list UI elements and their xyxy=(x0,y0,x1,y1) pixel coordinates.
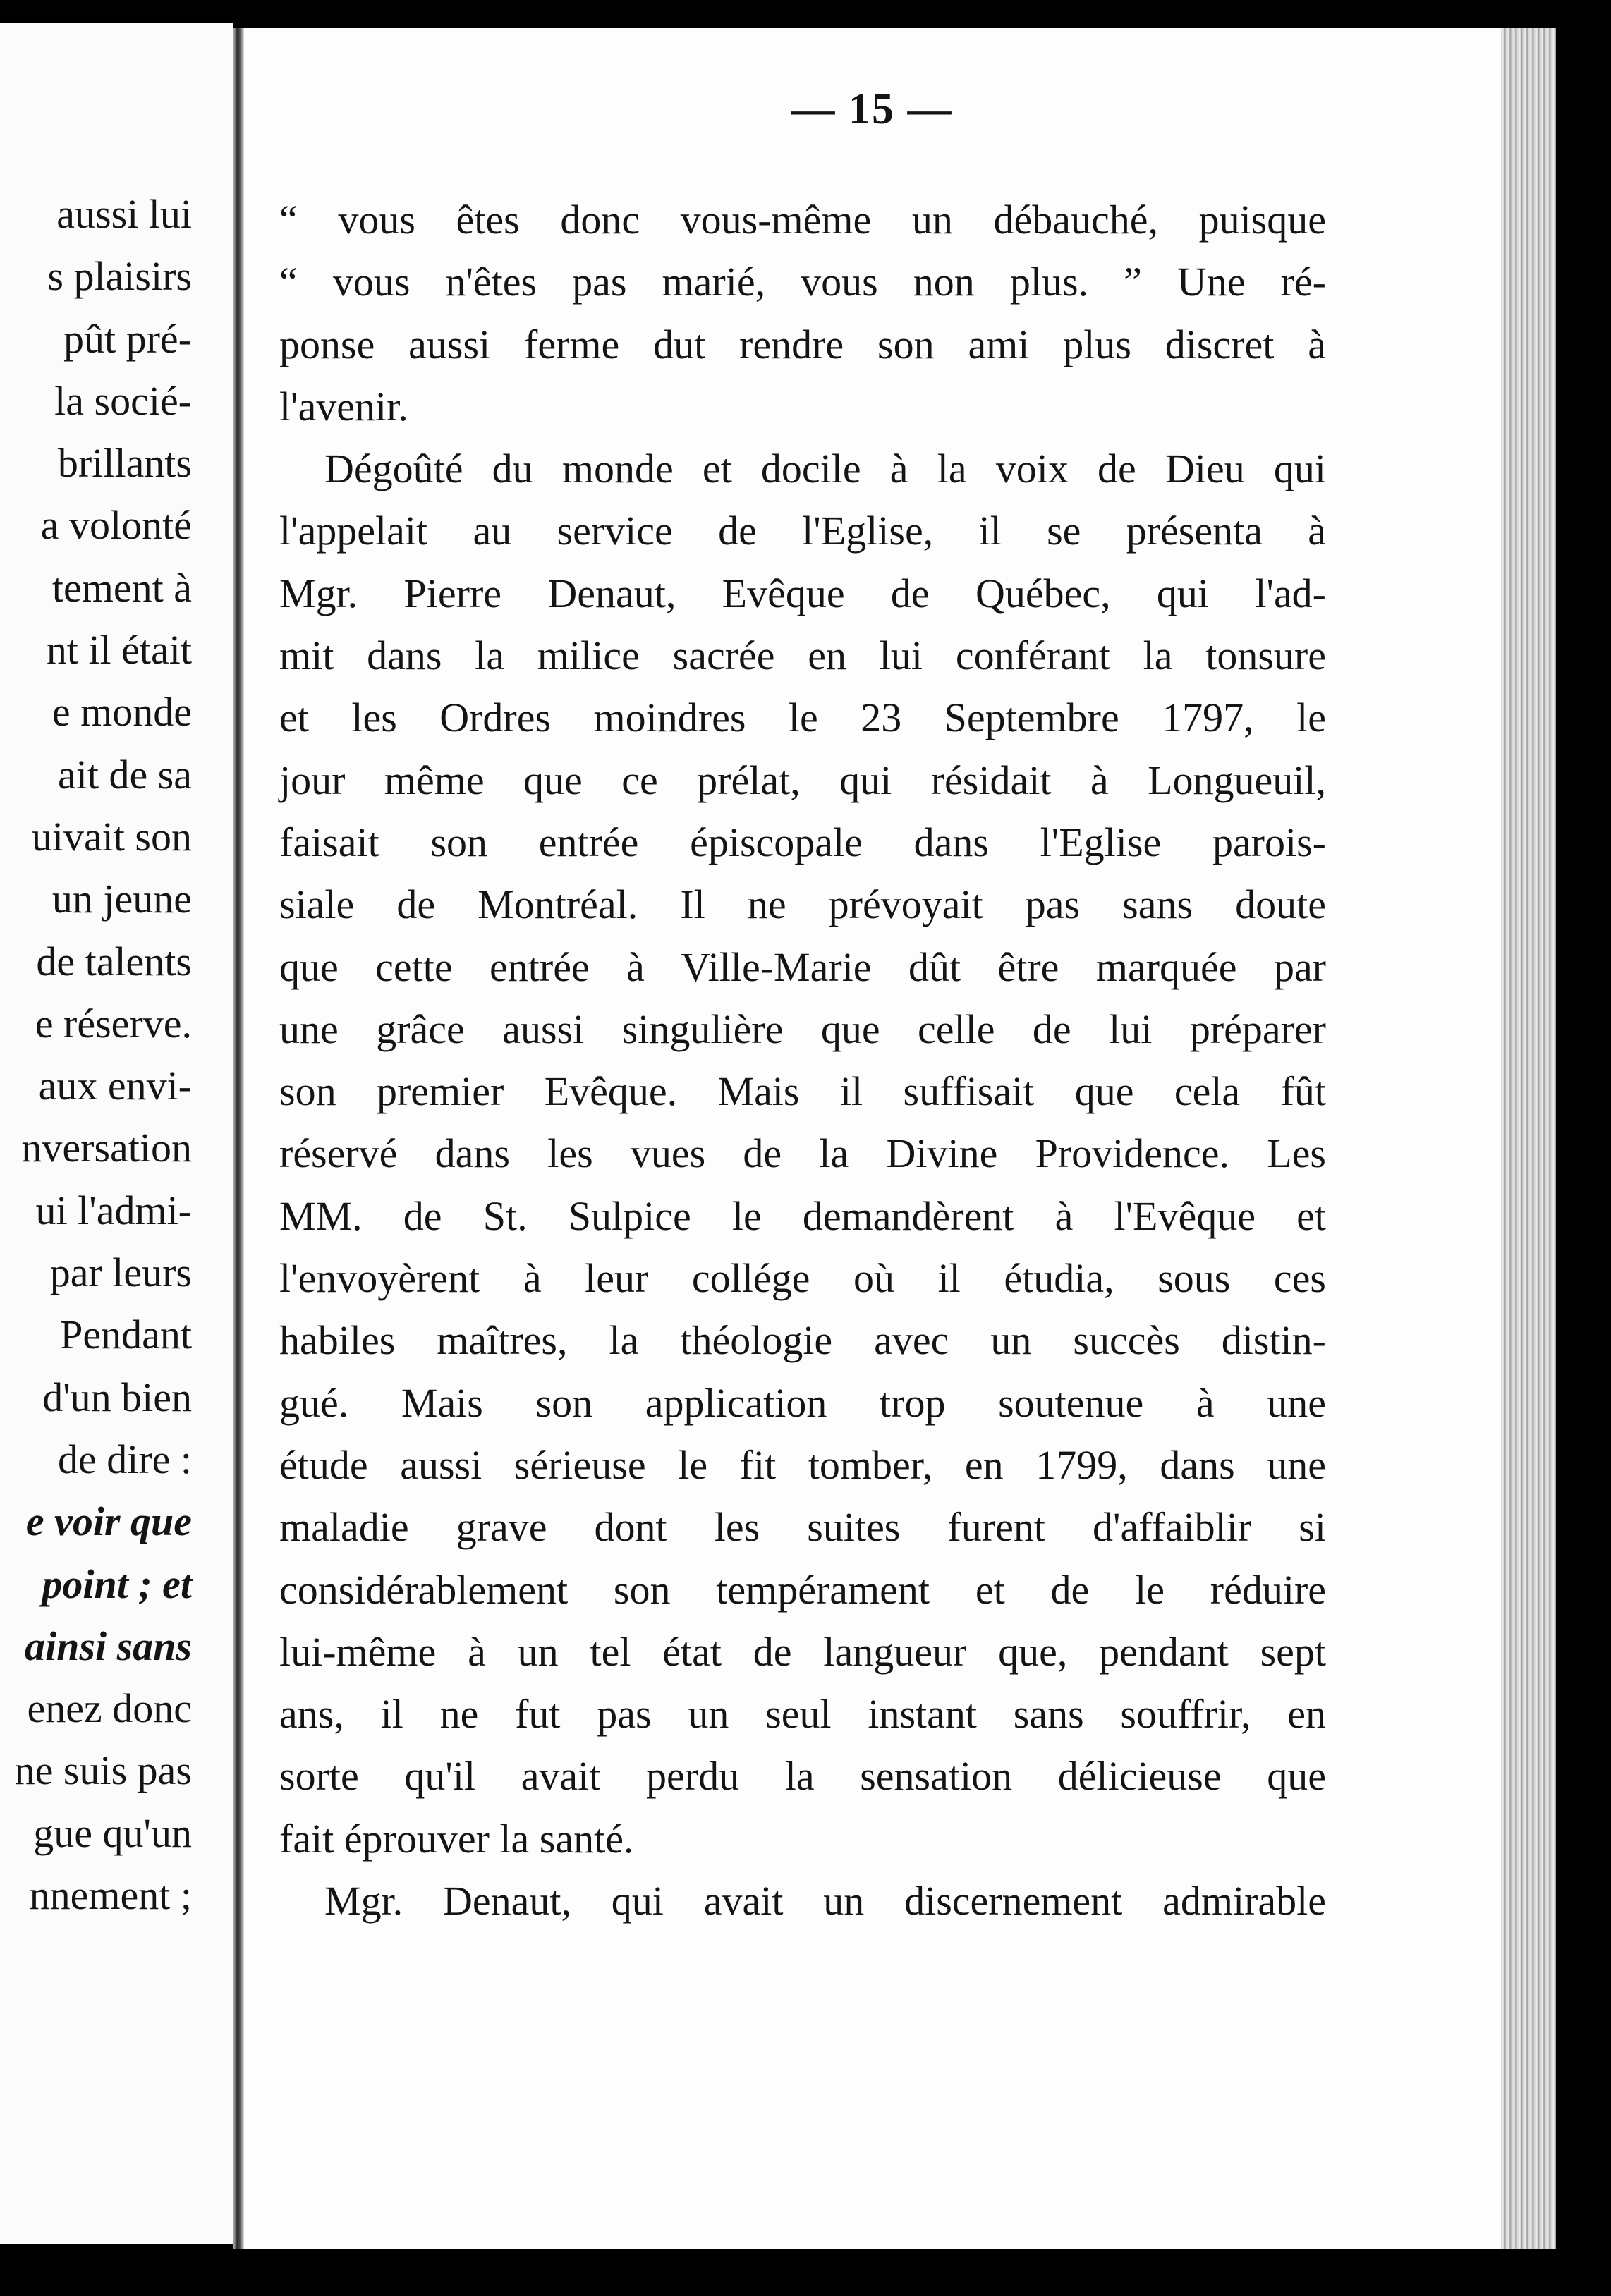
text-line: son premier Evêque. Mais il suffisait que cela fût xyxy=(279,1068,1326,1115)
text-line: ans, il ne fut pas un seul instant sans souffrir, en xyxy=(279,1691,1326,1738)
text-line: l'appelait au service de l'Eglise, il se présenta à xyxy=(279,508,1326,554)
previous-page-line: e voir que xyxy=(25,1498,192,1545)
previous-page-line: nnement ; xyxy=(29,1872,192,1919)
text-line: l'envoyèrent à leur collége où il étudia, sous ces xyxy=(279,1255,1326,1302)
previous-page-text xyxy=(0,183,192,1926)
previous-page-line: de dire : xyxy=(57,1436,192,1482)
previous-page-line: ui l'admi- xyxy=(35,1187,192,1233)
page-number: — 15 — xyxy=(791,85,953,133)
text-line: Dégoûté du monde et docile à la voix de Dieu qui xyxy=(324,446,1326,492)
previous-page-line: enez donc xyxy=(27,1685,192,1732)
text-line: ponse aussi ferme dut rendre son ami plus discret à xyxy=(279,321,1326,367)
previous-page-line: aux envi- xyxy=(38,1063,192,1109)
text-line: faisait son entrée épiscopale dans l'Eglise parois- xyxy=(279,819,1326,865)
previous-page-line: brillants xyxy=(57,440,192,487)
text-line: lui-même à un tel état de langueur que, pendant sept xyxy=(279,1628,1326,1675)
text-line: l'avenir. xyxy=(279,383,408,429)
text-line: habiles maîtres, la théologie avec un succès distin- xyxy=(279,1317,1326,1364)
previous-page-line: e réserve. xyxy=(35,1000,192,1046)
previous-page-line: gue qu'un xyxy=(33,1809,192,1856)
text-line: que cette entrée à Ville-Marie dût être marquée par xyxy=(279,944,1326,990)
previous-page-line: de talents xyxy=(36,938,192,984)
text-line: gué. Mais son application trop soutenue à une xyxy=(279,1379,1326,1426)
previous-page-line: e monde xyxy=(51,689,192,735)
previous-page-line: aussi lui xyxy=(56,191,192,237)
previous-page-line: uivait son xyxy=(31,813,192,860)
text-line: et les Ordres moindres le 23 Septembre 1797, le xyxy=(279,695,1326,741)
text-line: fait éprouver la santé. xyxy=(279,1815,634,1862)
text-line: réservé dans les vues de la Divine Providence. Les xyxy=(279,1130,1326,1177)
current-page xyxy=(244,28,1556,2249)
text-line: considérablement son tempérament et de le réduire xyxy=(279,1566,1326,1613)
previous-page-line: d'un bien xyxy=(42,1374,192,1420)
previous-page-line: Pendant xyxy=(60,1312,192,1358)
previous-page-line: par leurs xyxy=(49,1250,192,1296)
previous-page-line: nversation xyxy=(21,1125,192,1171)
previous-page-line: ainsi sans xyxy=(25,1623,192,1669)
text-line: siale de Montréal. Il ne prévoyait pas sans doute xyxy=(279,881,1326,928)
text-line: “ vous n'êtes pas marié, vous non plus. ” Une ré- xyxy=(279,259,1326,305)
previous-page-line: la socié- xyxy=(54,377,192,424)
previous-page-line: un jeune xyxy=(51,876,192,922)
text-line: Mgr. Pierre Denaut, Evêque de Québec, qui l'ad- xyxy=(279,570,1326,616)
text-line: Mgr. Denaut, qui avait un discernement admirable xyxy=(324,1878,1326,1924)
previous-page-line: nt il était xyxy=(46,627,192,673)
text-line: “ vous êtes donc vous-même un débauché, puisque xyxy=(279,197,1326,243)
text-line: étude aussi sérieuse le fit tomber, en 1799, dans une xyxy=(279,1441,1326,1488)
previous-page xyxy=(0,23,233,2244)
previous-page-line: s plaisirs xyxy=(47,253,192,300)
previous-page-line: tement à xyxy=(51,564,192,611)
book-gutter xyxy=(233,28,244,2249)
text-line: maladie grave dont les suites furent d'affaiblir si xyxy=(279,1504,1326,1551)
text-line: mit dans la milice sacrée en lui conférant la tonsure xyxy=(279,633,1326,679)
previous-page-line: point ; et xyxy=(42,1561,192,1607)
previous-page-line: pût pré- xyxy=(63,315,192,362)
text-line: sorte qu'il avait perdu la sensation délicieuse que xyxy=(279,1753,1326,1800)
text-line: MM. de St. Sulpice le demandèrent à l'Evêque et xyxy=(279,1192,1326,1239)
text-line: une grâce aussi singulière que celle de lui préparer xyxy=(279,1006,1326,1052)
text-line: jour même que ce prélat, qui résidait à Longueuil, xyxy=(279,757,1326,803)
previous-page-line: a volonté xyxy=(40,502,192,549)
page-stack-edge xyxy=(1501,28,1556,2249)
page-body-text xyxy=(279,189,1326,1932)
previous-page-line: ne suis pas xyxy=(14,1747,192,1794)
previous-page-line: ait de sa xyxy=(57,751,192,798)
